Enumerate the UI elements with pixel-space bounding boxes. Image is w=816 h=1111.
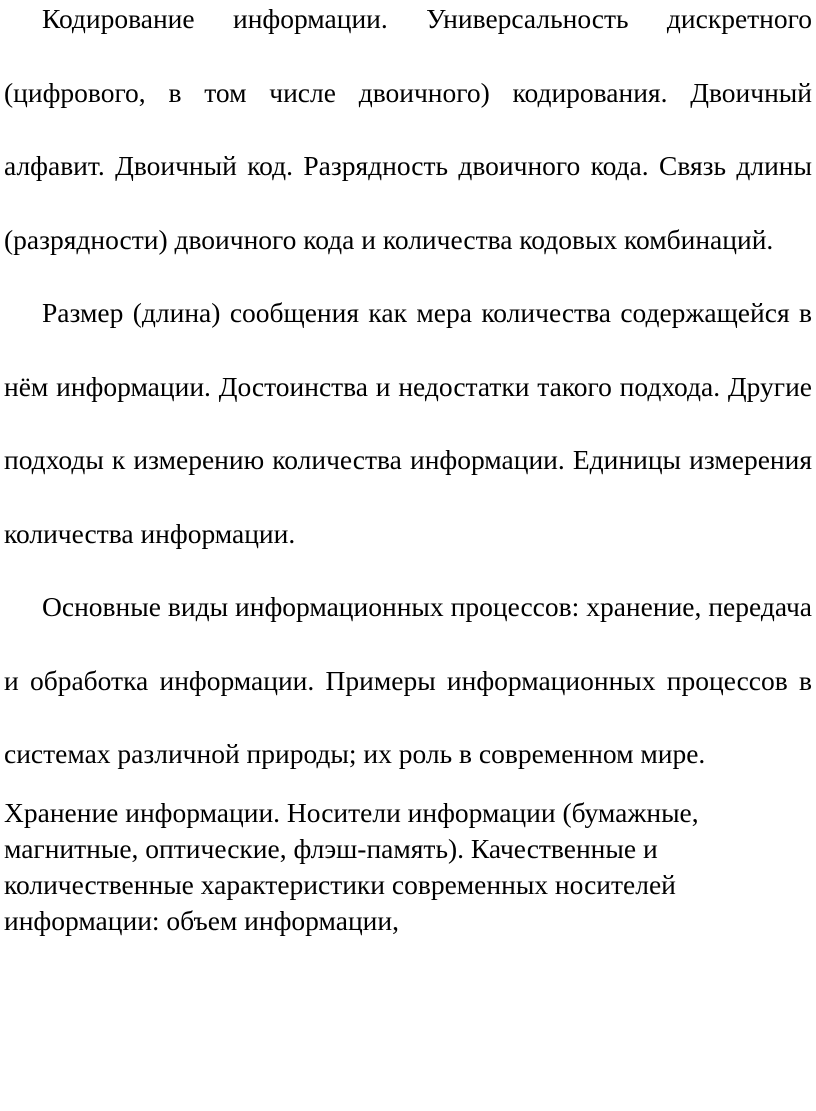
paragraph-encoding: Кодирование информации. Универсальность дискретного (цифрового, в том числе двоичного) кодирования. Двоичный алфавит. Двоичный код. Разрядность двоичного кода. Связь длины (разрядности) двоичного кода и количества кодовых комбинаций.: [4, 3, 812, 255]
paragraph-message-size: Размер (длина) сообщения как мера количества содержащейся в нём информации. Достоинства и недостатки такого подхода. Другие подходы к измерению количества информации. Единицы измерения количества информации.: [4, 297, 812, 549]
paragraph-info-processes: Основные виды информационных процессов: хранение, передача и обработка информации. Примеры информационных процессов в системах различной природы; их роль в современном мире.: [4, 591, 812, 769]
paragraph-info-storage: Хранение информации. Носители информации (бумажные, магнитные, оптические, флэш-память). Качественные и количественные характеристики современных носителей информации: объем информации,: [4, 796, 699, 936]
document-page: [4, 0, 812, 939]
